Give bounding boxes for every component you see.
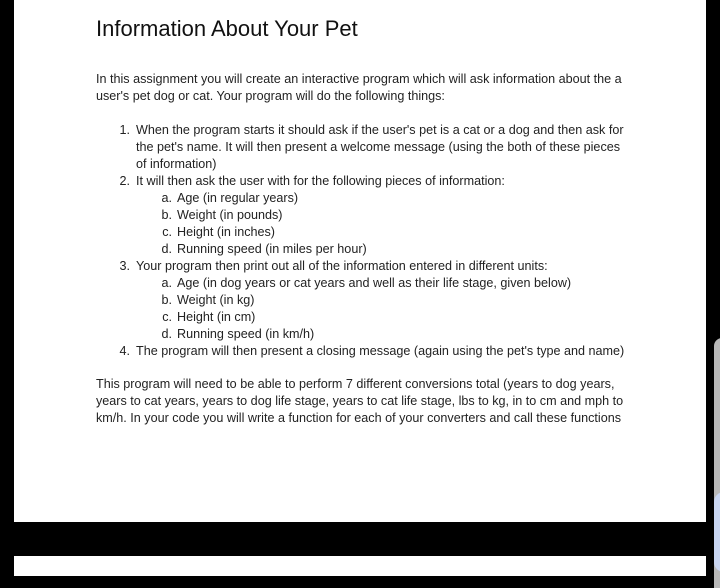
sub-list-letter: b.: [161, 293, 172, 307]
requirements-list: [96, 122, 624, 360]
list-item-text: Your program then print out all of the information entered in different units:: [136, 259, 548, 273]
sub-list-letter: c.: [162, 310, 172, 324]
sub-list-letter: d.: [161, 242, 172, 256]
sub-list-text: Height (in inches): [177, 225, 275, 239]
page-title: Information About Your Pet: [96, 16, 358, 41]
list-item-text: of information): [136, 157, 217, 171]
sub-list-text: Age (in dog years or cat years and well as their life stage, given below): [177, 276, 572, 290]
list-item-text: the pet's name. It will then present a welcome message (using the both of these pieces: [136, 140, 621, 154]
sub-list-item: [96, 292, 624, 309]
list-item: [96, 122, 624, 139]
outro-line: years to cat years, years to dog life stage, years to cat life stage, lbs to kg, in to cm and mph to: [96, 394, 624, 408]
intro-paragraph: [96, 71, 622, 105]
sub-list-item: [96, 224, 624, 241]
sub-list-text: Age (in regular years): [177, 191, 299, 205]
sub-list-text: Weight (in kg): [177, 293, 255, 307]
conversions-paragraph: [96, 376, 623, 427]
list-item-text: The program will then present a closing message (again using the pet's type and name): [136, 344, 625, 358]
next-page: [14, 556, 706, 576]
list-item: [96, 173, 624, 190]
outro-line: This program will need to be able to perform 7 different conversions total (years to dog years,: [96, 377, 615, 391]
list-item: [96, 258, 624, 275]
sub-list-letter: b.: [161, 208, 172, 222]
list-item: [96, 156, 624, 173]
sub-list-item: [96, 241, 624, 258]
list-number: 3.: [119, 259, 130, 273]
list-number: 1.: [119, 123, 130, 137]
sub-list-item: [96, 190, 624, 207]
sub-list-letter: d.: [161, 327, 172, 341]
sub-list-letter: c.: [162, 225, 172, 239]
scroll-handle[interactable]: [714, 492, 720, 572]
list-item: [96, 139, 624, 156]
sub-list-item: [96, 275, 624, 292]
sub-list-text: Weight (in pounds): [177, 208, 283, 222]
sub-list-text: Running speed (in km/h): [177, 327, 315, 341]
list-number: 4.: [119, 344, 130, 358]
sub-list-item: [96, 207, 624, 224]
document-page: [14, 0, 706, 522]
outro-line: km/h. In your code you will write a function for each of your converters and call these functions: [96, 411, 622, 425]
sub-list-letter: a.: [161, 276, 172, 290]
sub-list-item: [96, 326, 624, 343]
list-item-text: When the program starts it should ask if the user's pet is a cat or a dog and then ask for: [136, 123, 624, 137]
sub-list-text: Running speed (in miles per hour): [177, 242, 367, 256]
sub-list-text: Height (in cm): [177, 310, 256, 324]
sub-list-letter: a.: [161, 191, 172, 205]
list-number: 2.: [119, 174, 130, 188]
intro-line: user's pet dog or cat. Your program will do the following things:: [96, 89, 445, 103]
intro-line: In this assignment you will create an interactive program which will ask information about the a: [96, 72, 622, 86]
list-item-text: It will then ask the user with for the following pieces of information:: [136, 174, 505, 188]
list-item: [96, 343, 624, 360]
sub-list-item: [96, 309, 624, 326]
